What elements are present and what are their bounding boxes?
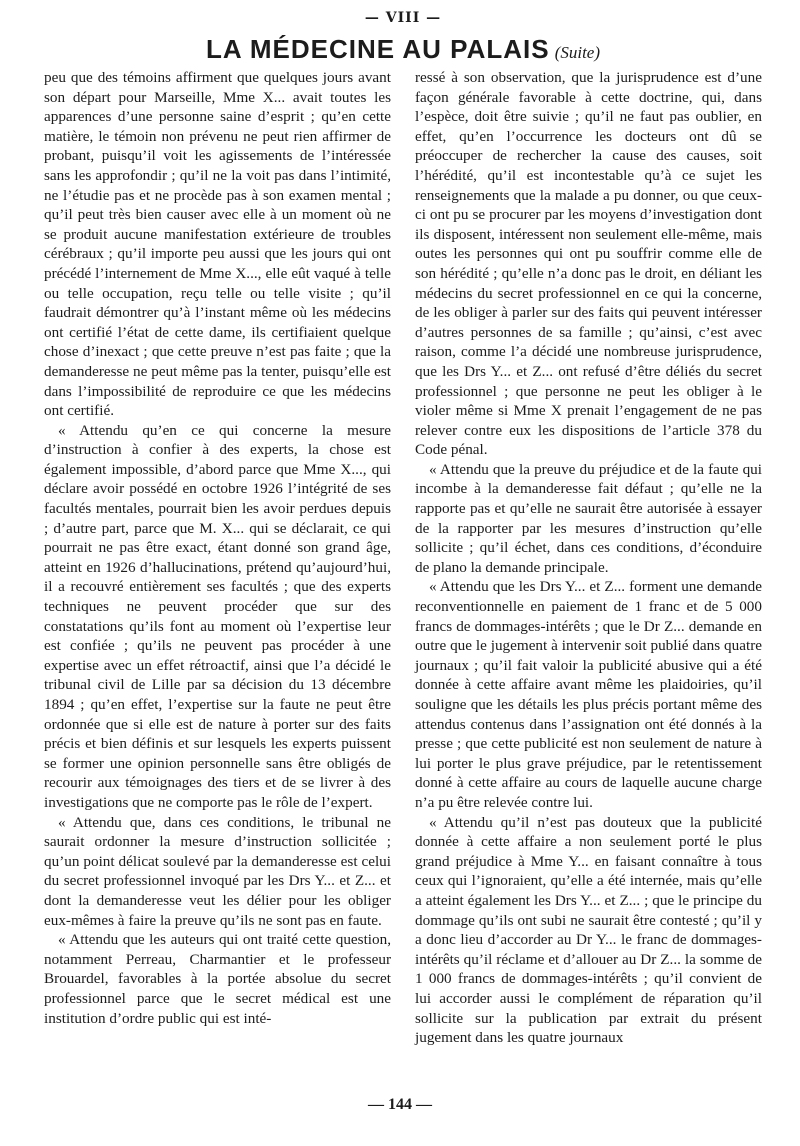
- right-paragraph-4: « Attendu qu’il n’est pas douteux que la publicité donnée à cette affaire a non seulement porté le plus grand préjudice à Mme Y... en faisant connaître à tous ceux qui l’ignoraient, qu’elle a été internée, mais qu’elle a atteint également les Drs Y... et Z... ; que le principe du dommage qu’ils ont subi ne saurait être contesté ; qu’il y a donc lieu d’accorder au Dr Y... le franc de dommages-intérêts qu’il réclame et d’allouer au Dr Z... la somme de 1 000 francs de dommages-intérêts ; qu’il convient de lui accorder aussi le complément de réparation qu’il sollicite sur la publication par extrait du présent jugement dans les quatre journaux: [415, 813, 762, 1047]
- left-paragraph-1: peu que des témoins affirment que quelques jours avant son départ pour Marseille, Mme X... avait toutes les apparences d’une personne saine d’esprit ; qu’en cette matière, le témoin non prévenu ne peut rien affirmer de probant, puisqu’il voit les agissements de l’intéressée sans les approfondir ; qu’il ne la voit pas dans l’intimité, ne l’étudie pas et ne procède pas à son examen mental ; qu’il peut très bien causer avec elle à un moment où ne se produit aucune manifestation extérieure de troubles cérébraux ; qu’il importe peu aussi que les jours qui ont précédé l’internement de Mme X..., elle eût vaqué à telle ou telle occupation, reçu telle ou telle visite ; qu’il faudrait démontrer qu’à l’instant même où les médecins ont certifié l’état de cette dame, ils certifiaient quelque chose d’inexact ; que cette preuve n’est pas faite ; que la demanderesse ne peut même pas la tenter, puisqu’elle est dans l’impossibilité de reproduire ce que les médecins ont certifié.: [44, 69, 391, 420]
- left-paragraph-3: « Attendu que, dans ces conditions, le tribunal ne saurait ordonner la mesure d’instruction sollicitée ; qu’un point délicat soulevé par la demanderesse est celui du secret professionnel invoqué par les Drs Y... et Z... et dont la demanderesse veut les délier pour les obliger eux-mêmes à faire la preuve qu’ils ne sont pas en faute.: [44, 813, 391, 929]
- page-number: — 144 —: [368, 1096, 432, 1113]
- right-paragraph-2: « Attendu que la preuve du préjudice et de la faute qui incombe à la demanderesse fait défaut ; qu’elle ne la rapporte pas et qu’elle ne saurait être autorisée à essayer de la rapporter par les mesures d’instruction qu’elle sollicite ; qu’il échet, dans ces conditions, d’éconduire de plano la demande principale.: [415, 460, 762, 576]
- right-column: [415, 68, 762, 1048]
- title-text: LA MÉDECINE AU PALAIS: [205, 34, 550, 64]
- left-paragraph-2: « Attendu qu’en ce qui concerne la mesure d’instruction à confier à des experts, la chose est également impossible, d’abord parce que Mme X..., qui déclare avoir possédé en octobre 1926 l’intégrité de ses facultés mentales, pourrait bien les avoir perdues depuis ; d’autre part, parce que M. X... qui se déclarait, ce qui pourrait ne pas être exact, étant donné son grand âge, atteint en 1926 d’hallucinations, prétend qu’aujourd’hui, il a recouvré entièrement ses facultés ; que des experts techniques ne peuvent procéder que sur des constatations qu’ils font au moment où l’expertise leur est confiée ; qu’ils ne peuvent pas procéder à une expertise avec un effet rétroactif, ainsi que l’a décidé le tribunal civil de Lille par sa décision du 13 décembre 1894 ; qu’en effet, l’expertise sur la faute ne peut être ordonnée que si elle est de nature à porter sur des faits précis et bien définis et sur lesquels les experts puissent se former une opinion personnelle sans être obligés de recourir aux témoignages des tiers et de se livrer à des investigations que ne comporte pas le rôle de l’expert.: [44, 421, 391, 811]
- right-paragraph-3: « Attendu que les Drs Y... et Z... forment une demande reconventionnelle en paiement de 1 franc et de 5 000 francs de dommages-intérêts ; que le Dr Z... demande en outre que le jugement à intervenir soit publié dans quatre journaux ; qu’il fait valoir la publicité abusive qui a été donnée à cette affaire avant même les plaidoiries, qu’il souligne que les détails les plus précis portant même des attendus contenus dans l’assignation ont été donnés à la presse ; que cette publicité est non seulement de nature à lui porter le plus grave préjudice, par le retentissement donné à cette affaire au cours de laquelle aucune charge n’a pu être relevée contre lui.: [415, 578, 762, 811]
- text-columns: [44, 68, 762, 1048]
- right-paragraph-1: ressé à son observation, que la jurisprudence est d’une façon générale favorable à cette doctrine, qui, dans l’espèce, doit être suivie ; qu’il ne faut pas oublier, en effet, qu’en l’occurrence les docteurs ont dû se préoccuper de rechercher la cause des causes, soit l’hérédité, qu’il est incontestable qu’à ce sujet les renseignements que la malade a pu donner, ou que ceux-ci ont pu se procurer par les moyens d’investigation dont ils disposent, intéressent non seulement elle-même, mais outes les personnes qui ont pu souffrir comme elle de son hérédité ; qu’elle n’a donc pas le droit, en déliant les médecins du secret professionnel en ce qui la concerne, de les obliger à parler sur des faits qui peuvent intéresser d’autres personnes de sa famille ; qu’ainsi, c’est avec raison, comme l’a décidé une nombreuse jurisprudence, que les Drs Y... et Z... ont refusé d’être déliés du secret professionnel ; que personne ne peut les obliger à le violer même si Mme X prenait l’engagement de ne pas relever contre eux les dispositions de l’article 378 du Code pénal.: [415, 69, 762, 459]
- running-title: [44, 30, 762, 68]
- left-column: [44, 68, 391, 1048]
- roman-page-number: — VIII —: [364, 10, 442, 26]
- left-paragraph-4: « Attendu que les auteurs qui ont traité cette question, notamment Perreau, Charmantier et le professeur Brouardel, favorables à la portée absolue du secret professionnel parce que le secret médical est une institution d’ordre public qui est inté-: [44, 931, 391, 1027]
- title-suite: (Suite): [554, 43, 601, 62]
